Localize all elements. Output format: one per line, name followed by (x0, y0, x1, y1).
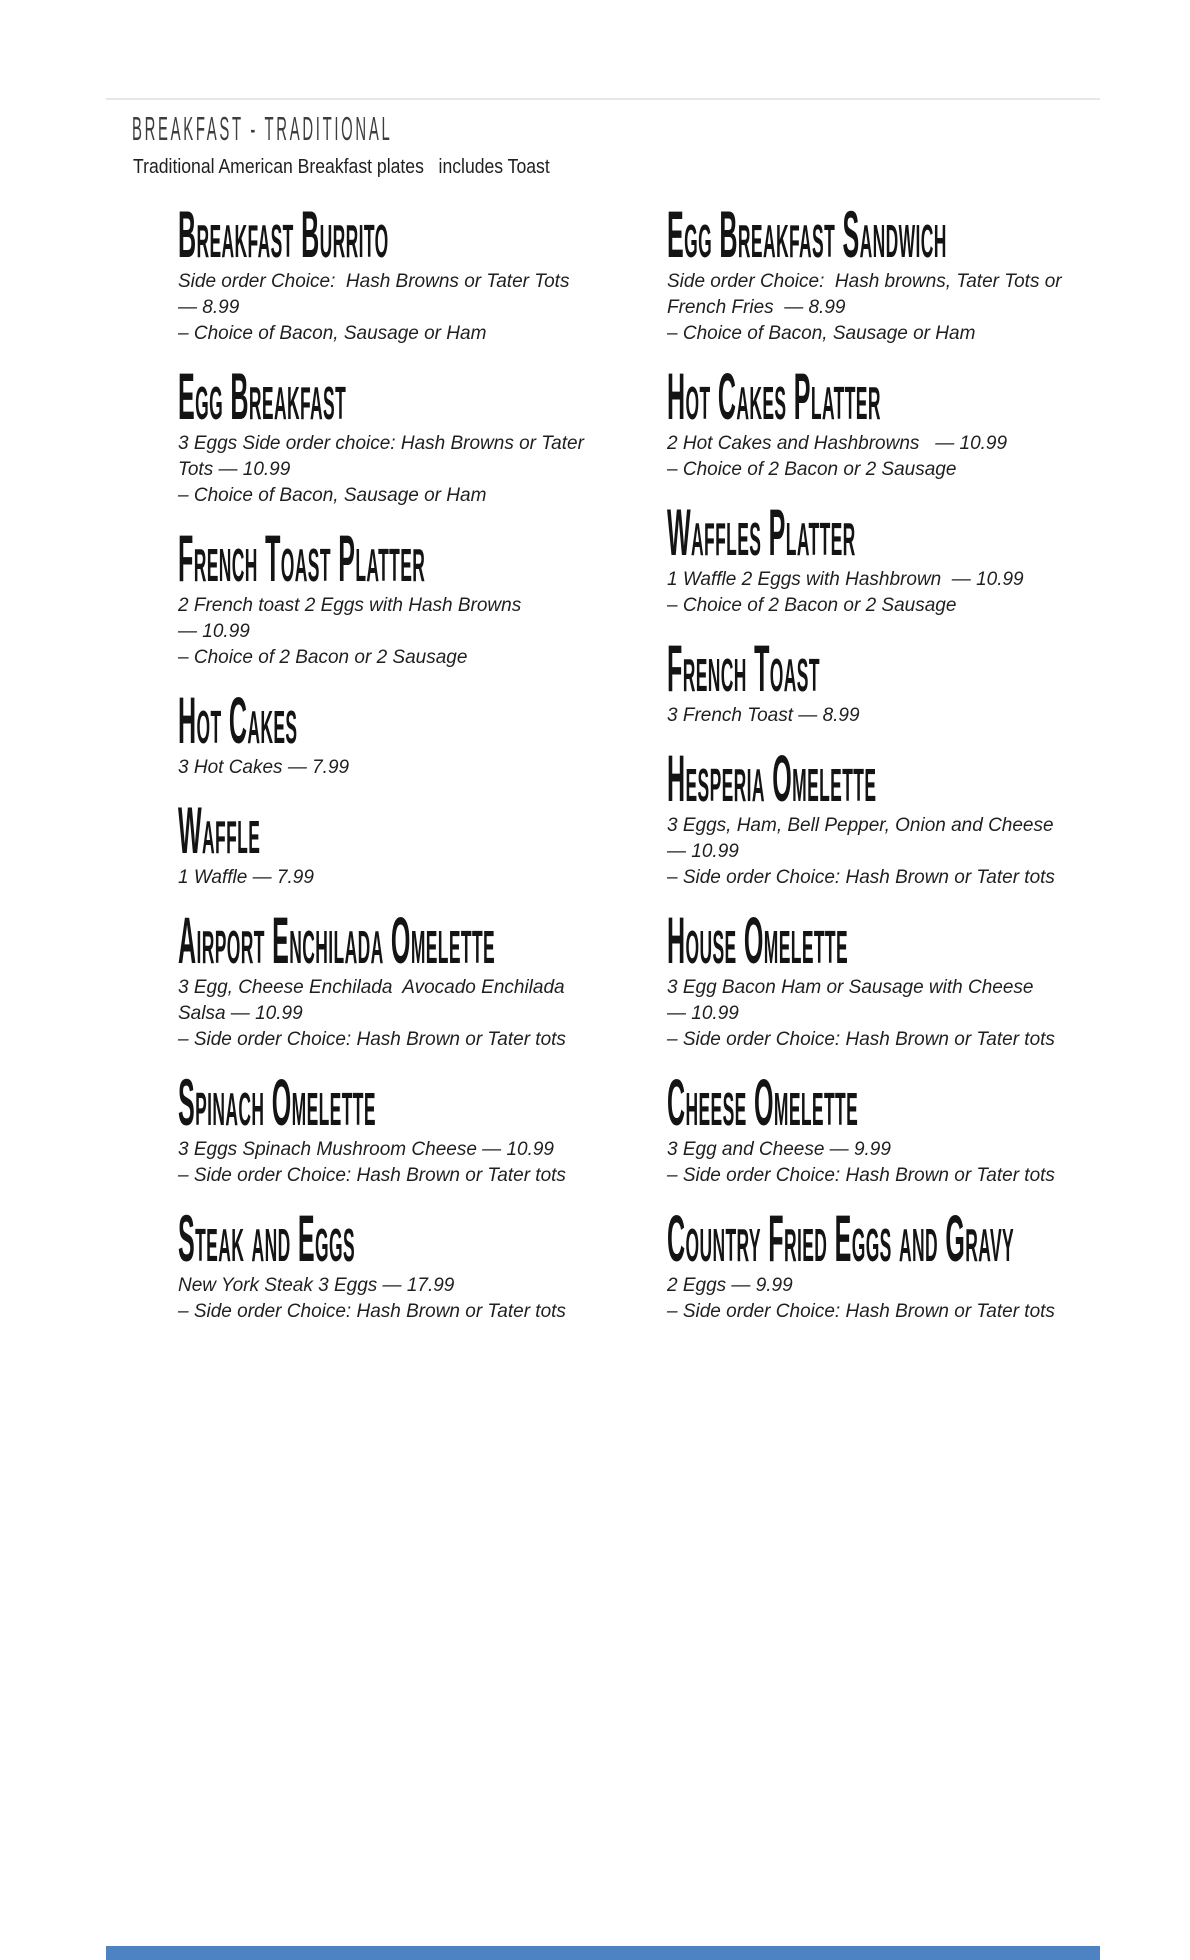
menu-item-desc: New York Steak 3 Eggs — 17.99 (178, 1275, 455, 1296)
next-section-accent-bar (106, 1946, 1100, 1960)
menu-item (178, 793, 598, 891)
menu-item (178, 197, 598, 347)
menu-item-desc: 3 Hot Cakes — 7.99 (178, 757, 350, 778)
menu-item-name: Egg Breakfast Sandwich (667, 197, 947, 271)
menu-item (667, 197, 1087, 347)
menu-item-note: – Side order Choice: Hash Brown or Tater tots (667, 1029, 1055, 1050)
menu-item-note: – Side order Choice: Hash Brown or Tater tots (178, 1165, 566, 1186)
menu-item-desc: 2 Eggs — 9.99 (667, 1275, 793, 1296)
menu-item-name: Cheese Omelette (667, 1065, 859, 1139)
menu-item-desc: 1 Waffle — 7.99 (178, 867, 314, 888)
menu-item-note: – Side order Choice: Hash Brown or Tater tots (667, 1301, 1055, 1322)
menu-item-desc: 2 French toast 2 Eggs with Hash Browns — 10.99 (178, 595, 532, 642)
menu-item (178, 1065, 598, 1189)
menu-item-name: House Omelette (667, 903, 849, 977)
menu-item-desc: 3 Egg, Cheese Enchilada Avocado Enchilada Salsa — 10.99 (178, 977, 570, 1024)
menu-item-note: – Choice of 2 Bacon or 2 Sausage (667, 595, 957, 616)
menu-item-desc: 3 Eggs Spinach Mushroom Cheese — 10.99 (178, 1139, 554, 1160)
menu-item-desc: 2 Hot Cakes and Hashbrowns — 10.99 (667, 433, 1008, 454)
menu-item (178, 359, 598, 509)
menu-item (178, 521, 598, 671)
menu-item (667, 631, 1087, 729)
menu-column (667, 197, 1087, 1349)
menu-item-desc: Side order Choice: Hash browns, Tater Tots or French Fries — 8.99 (667, 271, 1067, 318)
menu-item-note: – Choice of Bacon, Sausage or Ham (178, 323, 487, 344)
menu-item (667, 359, 1087, 483)
menu-item-name: Breakfast Burrito (178, 197, 389, 271)
menu-item (667, 903, 1087, 1053)
menu-item-desc: 3 Eggs Side order choice: Hash Browns or Tater Tots — 10.99 (178, 433, 590, 480)
menu-item-note: – Choice of Bacon, Sausage or Ham (667, 323, 976, 344)
menu-item-desc: 3 Egg and Cheese — 9.99 (667, 1139, 891, 1160)
menu-section (106, 98, 1100, 1349)
menu-item-name: Hesperia Omelette (667, 741, 877, 815)
menu-item-note: – Side order Choice: Hash Brown or Tater tots (667, 867, 1055, 888)
menu-item-desc: 1 Waffle 2 Eggs with Hashbrown — 10.99 (667, 569, 1024, 590)
menu-item (667, 1065, 1087, 1189)
menu-item-name: Spinach Omelette (178, 1065, 376, 1139)
menu-item-note: – Side order Choice: Hash Brown or Tater tots (178, 1029, 566, 1050)
menu-item-note: – Choice of 2 Bacon or 2 Sausage (667, 459, 957, 480)
menu-item (667, 495, 1087, 619)
menu-item-name: Country Fried Eggs and Gravy (667, 1201, 1015, 1275)
menu-item-desc: 3 Eggs, Ham, Bell Pepper, Onion and Cheese — 10.99 (667, 815, 1059, 862)
menu-item-name: French Toast Platter (178, 521, 426, 595)
menu-item (178, 1201, 598, 1325)
menu-column (178, 197, 598, 1349)
menu-item (178, 903, 598, 1053)
section-title: BREAKFAST - TRADITIONAL (132, 110, 393, 147)
menu-item-desc: 3 French Toast — 8.99 (667, 705, 860, 726)
menu-item (667, 741, 1087, 891)
menu-item-name: Steak and Eggs (178, 1201, 356, 1275)
menu-item-note: – Side order Choice: Hash Brown or Tater tots (178, 1301, 566, 1322)
menu-item-note: – Choice of Bacon, Sausage or Ham (178, 485, 487, 506)
menu-item-name: French Toast (667, 631, 820, 705)
menu-item-desc: Side order Choice: Hash Browns or Tater Tots — 8.99 (178, 271, 575, 318)
menu-item-note: – Side order Choice: Hash Brown or Tater tots (667, 1165, 1055, 1186)
menu-item-name: Waffles Platter (667, 495, 856, 569)
menu-item-note: – Choice of 2 Bacon or 2 Sausage (178, 647, 468, 668)
section-top-rule (106, 98, 1100, 100)
menu-item (178, 683, 598, 781)
menu-item-name: Airport Enchilada Omelette (178, 903, 496, 977)
menu-columns (178, 197, 1100, 1349)
menu-item-name: Hot Cakes Platter (667, 359, 881, 433)
menu-item (667, 1201, 1087, 1325)
menu-item-name: Egg Breakfast (178, 359, 347, 433)
menu-item-name: Waffle (178, 793, 261, 867)
menu-item-desc: 3 Egg Bacon Ham or Sausage with Cheese — 10.99 (667, 977, 1039, 1024)
menu-item-name: Hot Cakes (178, 683, 298, 757)
section-subtitle: Traditional American Breakfast plates includes Toast (133, 156, 550, 178)
